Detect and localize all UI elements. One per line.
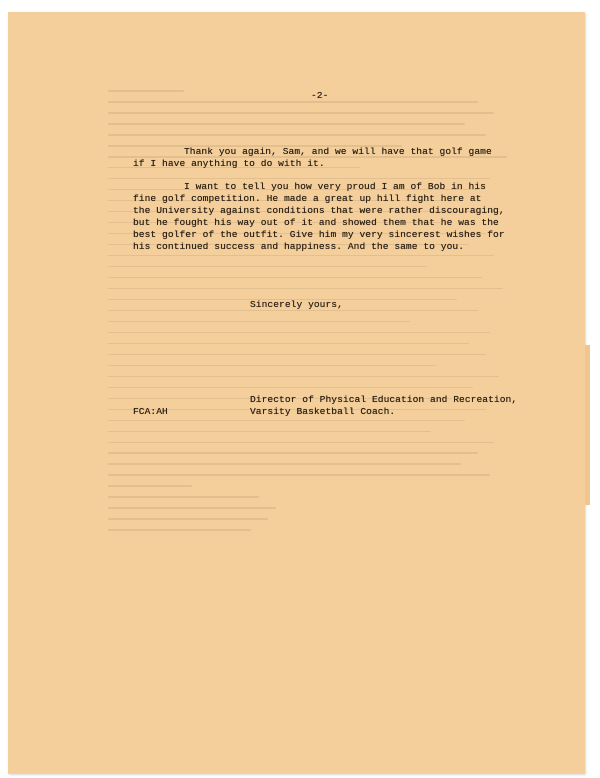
paragraph-line: if I have anything to do with it. (133, 158, 325, 169)
paragraph-line: his continued success and happiness. And the same to you. (133, 241, 465, 252)
paragraph-line: the University against conditions that were rather discouraging, (133, 205, 505, 216)
paragraph-line: Thank you again, Sam, and we will have that golf game (184, 146, 492, 157)
closing: Sincerely yours, (250, 299, 343, 310)
letter-page (8, 12, 585, 774)
paragraph-line: best golfer of the outfit. Give him my very sincerest wishes for (133, 229, 505, 240)
page-number: -2- (311, 90, 329, 101)
typist-initials: FCA:AH (133, 406, 168, 417)
signature-title: Director of Physical Education and Recreation, (250, 394, 518, 405)
paragraph-line: but he fought his way out of it and showed them that he was the (133, 217, 499, 228)
paragraph-line: fine golf competition. He made a great up hill fight here at (133, 193, 482, 204)
signature-title: Varsity Basketball Coach. (250, 406, 396, 417)
paragraph-line: I want to tell you how very proud I am of Bob in his (184, 181, 486, 192)
paper-edge-tab (585, 345, 590, 505)
